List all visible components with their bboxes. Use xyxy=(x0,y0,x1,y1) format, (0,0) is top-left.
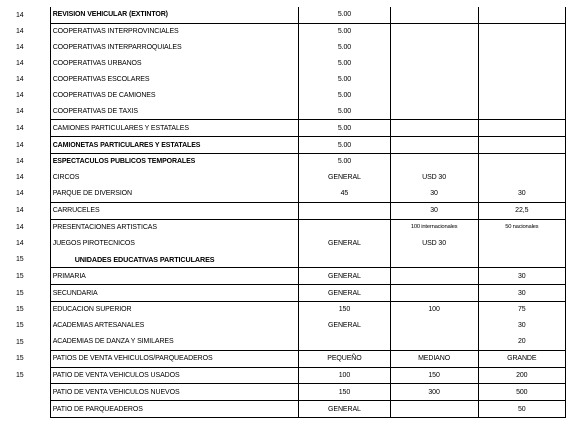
row-value-2 xyxy=(390,334,478,350)
row-value-1: 100 xyxy=(299,367,390,384)
table-row xyxy=(12,7,566,23)
row-value-2: MEDIANO xyxy=(390,350,478,367)
row-value-2 xyxy=(390,401,478,418)
table-row xyxy=(12,23,566,39)
row-value-1: 5.00 xyxy=(299,7,390,23)
row-value-3 xyxy=(478,137,565,154)
table-row xyxy=(12,334,566,350)
row-value-1: 150 xyxy=(299,384,390,401)
row-value-2 xyxy=(390,103,478,119)
row-value-1: 5.00 xyxy=(299,87,390,103)
row-value-1: 5.00 xyxy=(299,72,390,88)
row-code xyxy=(12,401,50,418)
table-row xyxy=(12,40,566,56)
row-code: 14 xyxy=(16,207,24,215)
table-row xyxy=(12,285,566,302)
table-row xyxy=(12,235,566,251)
row-code: 14 xyxy=(16,44,24,52)
row-value-1: 5.00 xyxy=(299,23,390,39)
row-value-3: 30 xyxy=(478,268,565,285)
row-value-1: 5.00 xyxy=(299,103,390,119)
row-value-3: GRANDE xyxy=(478,350,565,367)
row-value-3 xyxy=(478,235,565,251)
row-value-2 xyxy=(390,318,478,334)
row-value-3: 500 xyxy=(478,384,565,401)
row-description: PATIO DE VENTA VEHICULOS NUEVOS xyxy=(50,384,299,401)
row-code: 15 xyxy=(16,322,24,330)
row-value-2 xyxy=(390,137,478,154)
row-value-3 xyxy=(478,56,565,72)
row-value-3: 75 xyxy=(478,302,565,318)
row-value-1: 5.00 xyxy=(299,120,390,137)
row-description: PATIOS DE VENTA VEHICULOS/PARQUEADEROS xyxy=(50,350,299,367)
row-code: 14 xyxy=(16,60,24,68)
row-code: 14 xyxy=(16,239,24,247)
row-value-1 xyxy=(299,251,390,267)
row-code: 15 xyxy=(16,289,24,297)
row-code: 14 xyxy=(16,223,24,231)
row-description: ESPECTACULOS PUBLICOS TEMPORALES xyxy=(50,154,299,170)
row-description: ACADEMIAS DE DANZA Y SIMILARES xyxy=(50,334,299,350)
row-value-1: GENERAL xyxy=(299,235,390,251)
row-value-1: 5.00 xyxy=(299,56,390,72)
row-value-3: 30 xyxy=(478,318,565,334)
row-description: COOPERATIVAS ESCOLARES xyxy=(50,72,299,88)
table-row xyxy=(12,56,566,72)
row-code: 14 xyxy=(16,108,24,116)
row-value-3: 50 nacionales xyxy=(478,219,565,235)
row-value-1: GENERAL xyxy=(299,401,390,418)
row-value-3 xyxy=(478,154,565,170)
row-code: 14 xyxy=(16,190,24,198)
row-value-2 xyxy=(390,251,478,267)
row-value-3: 20 xyxy=(478,334,565,350)
row-code: 14 xyxy=(16,11,24,19)
row-value-2 xyxy=(390,285,478,302)
row-code: 14 xyxy=(16,141,24,149)
row-code: 15 xyxy=(16,272,24,280)
row-value-2: 30 xyxy=(390,186,478,202)
table-row xyxy=(12,219,566,235)
table-row xyxy=(12,384,566,401)
row-value-2 xyxy=(390,7,478,23)
row-value-1 xyxy=(299,334,390,350)
row-description: CAMIONES PARTICULARES Y ESTATALES xyxy=(50,120,299,137)
tariff-table xyxy=(12,7,566,418)
row-description: PRESENTACIONES ARTISTICAS xyxy=(50,219,299,235)
row-value-3: 30 xyxy=(478,186,565,202)
row-value-2 xyxy=(390,87,478,103)
row-value-2 xyxy=(390,120,478,137)
table-row xyxy=(12,186,566,202)
row-description: COOPERATIVAS DE CAMIONES xyxy=(50,87,299,103)
row-description: PATIO DE PARQUEADEROS xyxy=(50,401,299,418)
row-value-3 xyxy=(478,23,565,39)
row-value-2: 300 xyxy=(390,384,478,401)
row-value-3 xyxy=(478,251,565,267)
row-value-1 xyxy=(299,219,390,235)
row-value-1: GENERAL xyxy=(299,268,390,285)
row-value-3 xyxy=(478,103,565,119)
table-row xyxy=(12,72,566,88)
row-value-3 xyxy=(478,120,565,137)
row-value-3: 22,5 xyxy=(478,202,565,219)
row-description: CIRCOS xyxy=(50,170,299,186)
row-value-3 xyxy=(478,72,565,88)
row-value-1: GENERAL xyxy=(299,170,390,186)
row-value-3 xyxy=(478,87,565,103)
row-value-1: 150 xyxy=(299,302,390,318)
row-value-3 xyxy=(478,40,565,56)
row-value-3: 200 xyxy=(478,367,565,384)
row-value-2: 150 xyxy=(390,367,478,384)
row-description: COOPERATIVAS INTERPARROQUIALES xyxy=(50,40,299,56)
row-code: 14 xyxy=(16,28,24,36)
table-row xyxy=(12,137,566,154)
row-description: PARQUE DE DIVERSION xyxy=(50,186,299,202)
row-value-2: USD 30 xyxy=(390,235,478,251)
row-code: 15 xyxy=(16,355,24,363)
row-value-2 xyxy=(390,268,478,285)
table-row xyxy=(12,87,566,103)
row-value-1 xyxy=(299,202,390,219)
row-value-3: 50 xyxy=(478,401,565,418)
row-description: PATIO DE VENTA VEHICULOS USADOS xyxy=(50,367,299,384)
row-value-3 xyxy=(478,170,565,186)
row-value-2: USD 30 xyxy=(390,170,478,186)
row-code: 15 xyxy=(16,256,24,264)
table-row xyxy=(12,154,566,170)
row-value-1: GENERAL xyxy=(299,318,390,334)
row-value-3: 30 xyxy=(478,285,565,302)
row-description: EDUCACION SUPERIOR xyxy=(50,302,299,318)
table-row xyxy=(12,350,566,367)
table-row xyxy=(12,367,566,384)
row-value-1: 5.00 xyxy=(299,154,390,170)
row-value-1: GENERAL xyxy=(299,285,390,302)
row-value-1: PEQUEÑO xyxy=(299,350,390,367)
row-code xyxy=(12,384,50,401)
row-code: 14 xyxy=(16,124,24,132)
row-description: REVISION VEHICULAR (EXTINTOR) xyxy=(50,7,299,23)
row-value-2: 100 internacionales xyxy=(390,219,478,235)
table-row xyxy=(12,170,566,186)
row-value-2: 30 xyxy=(390,202,478,219)
row-value-2 xyxy=(390,56,478,72)
row-value-2 xyxy=(390,23,478,39)
section-heading: UNIDADES EDUCATIVAS PARTICULARES xyxy=(50,251,299,267)
row-description: COOPERATIVAS URBANOS xyxy=(50,56,299,72)
row-description: PRIMARIA xyxy=(50,268,299,285)
row-value-1: 45 xyxy=(299,186,390,202)
row-description: COOPERATIVAS DE TAXIS xyxy=(50,103,299,119)
table-row xyxy=(12,318,566,334)
row-code: 15 xyxy=(16,306,24,314)
row-value-2 xyxy=(390,154,478,170)
row-description: COOPERATIVAS INTERPROVINCIALES xyxy=(50,23,299,39)
row-description: JUEGOS PIROTECNICOS xyxy=(50,235,299,251)
table-row xyxy=(12,401,566,418)
table-row xyxy=(12,251,566,267)
row-description: CAMIONETAS PARTICULARES Y ESTATALES xyxy=(50,137,299,154)
table-row xyxy=(12,268,566,285)
row-value-1: 5.00 xyxy=(299,40,390,56)
row-code: 14 xyxy=(16,174,24,182)
row-code: 15 xyxy=(16,338,24,346)
row-value-3 xyxy=(478,7,565,23)
table-row xyxy=(12,120,566,137)
row-value-2: 100 xyxy=(390,302,478,318)
row-value-2 xyxy=(390,40,478,56)
table-row xyxy=(12,302,566,318)
row-code: 14 xyxy=(16,91,24,99)
table-row xyxy=(12,202,566,219)
table-row xyxy=(12,103,566,119)
row-code: 14 xyxy=(16,158,24,166)
row-value-1: 5.00 xyxy=(299,137,390,154)
row-code: 15 xyxy=(16,372,24,380)
row-value-2 xyxy=(390,72,478,88)
row-code: 14 xyxy=(16,76,24,83)
row-description: ACADEMIAS ARTESANALES xyxy=(50,318,299,334)
row-description: CARRUCELES xyxy=(50,202,299,219)
row-description: SECUNDARIA xyxy=(50,285,299,302)
